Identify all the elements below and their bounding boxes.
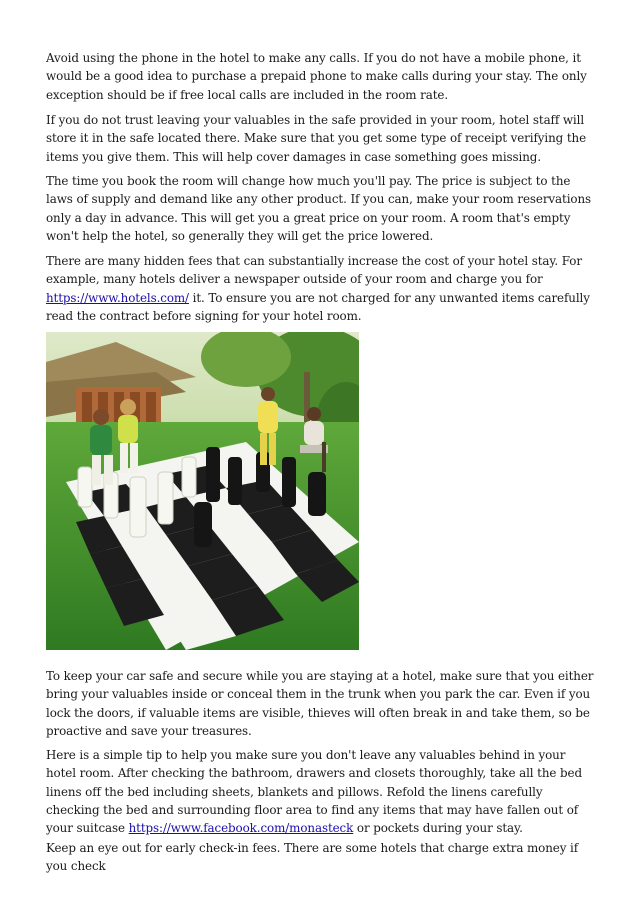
paragraph-safe — [46, 111, 594, 166]
paragraph-text: or pockets during your stay. — [353, 821, 523, 836]
paragraph-text: To keep your car safe and secure while you are staying at a hotel, make sure that you either bring your valuables inside or conceal them in the trunk when you park the car. Even if you lock the doors, if valuable items are visible, thieves will often break in and take them, so be proactive and save your treasures. — [46, 669, 594, 738]
paragraph-check-in-fees — [46, 839, 594, 876]
paragraph-text: Keep an eye out for early check-in fees. There are some hotels that charge extra money if you check — [46, 841, 579, 874]
paragraph-text: Here is a simple tip to help you make sure you don't leave any valuables behind in your hotel room. After checking the bathroom, drawers and closets thoroughly, take all the bed linens off the bed including sheets, blankets and pillows. Refold the linens carefully checking the bed and surrounding floor area to find any items that may have fallen out of your suitcase — [46, 748, 582, 836]
paragraph-phone — [46, 49, 594, 104]
chess-photo — [46, 332, 359, 650]
facebook-link[interactable]: https://www.facebook.com/monasteck — [128, 821, 354, 836]
giant-chess-image — [46, 332, 359, 650]
paragraph-hidden-fees — [46, 252, 594, 325]
hotels-link[interactable]: https://www.hotels.com/ — [46, 290, 189, 305]
paragraph-text: Avoid using the phone in the hotel to make any calls. If you do not have a mobile phone, it would be a good idea to purchase a prepaid phone to make calls during your stay. The only exception should be if free local calls are included in the room rate. — [46, 51, 587, 102]
paragraph-text: The time you book the room will change how much you'll pay. The price is subject to the laws of supply and demand like any other product. If you can, make your room reservations only a day in advance. This will get you a great price on your room. A room that's empty won't help the hotel, so generally they will get the price lowered. — [46, 174, 592, 243]
paragraph-booking-time — [46, 172, 594, 245]
paragraph-text: If you do not trust leaving your valuables in the safe provided in your room, hotel staff will store it in the safe located there. Make sure that you get some type of receipt verifying the items you give them. This will help cover damages in case something goes missing. — [46, 113, 587, 164]
paragraph-text: There are many hidden fees that can substantially increase the cost of your hotel stay. For example, many hotels deliver a newspaper outside of your room and charge you for — [46, 254, 582, 287]
paragraph-text: it. To ensure you are not charged for any unwanted items carefully read the contract before signing for your hotel room. — [46, 290, 590, 323]
paragraph-car-safety — [46, 667, 594, 740]
paragraph-valuables-tip — [46, 746, 594, 837]
